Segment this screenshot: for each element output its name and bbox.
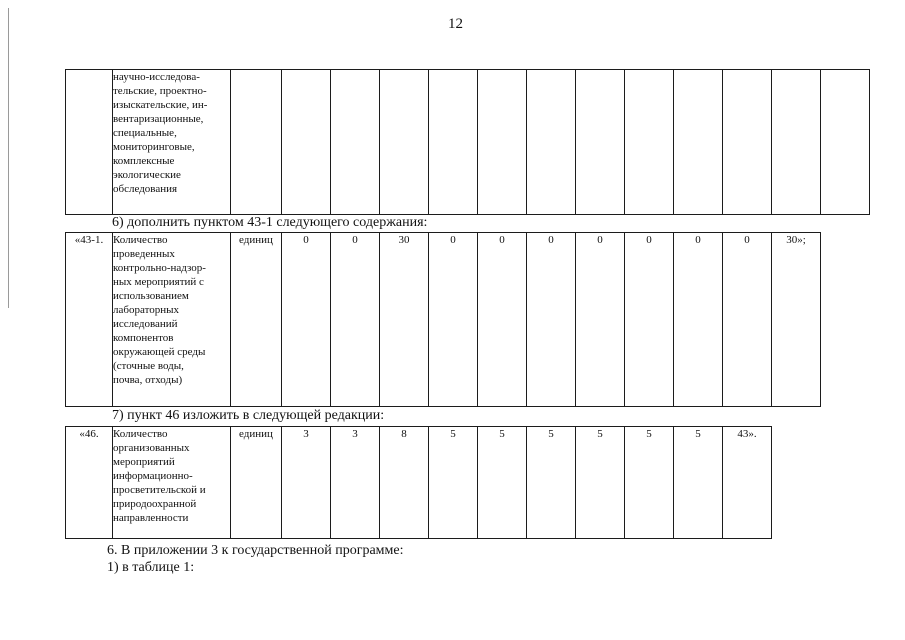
paragraph-table-1: 1) в таблице 1:: [107, 560, 195, 575]
value-cell: [821, 70, 870, 215]
row-unit: единиц: [231, 427, 282, 539]
value-cell: 0: [576, 233, 625, 407]
table-part-3: [65, 426, 772, 539]
value-cell: 0: [282, 233, 331, 407]
row-description-text: Количество проведенных контрольно-надзор- ных мероприятий с использованием лабораторных исследований компонентов окружающей среды (сточные воды, почва, отходы): [113, 234, 206, 386]
value-cell: [282, 70, 331, 215]
table-part-1: [65, 69, 870, 215]
row-number: [66, 70, 113, 215]
row-description: [113, 70, 231, 215]
value-cell: 5: [429, 427, 478, 539]
row-unit: [231, 70, 282, 215]
value-cell: 8: [380, 427, 429, 539]
row-description: [113, 233, 231, 407]
table-row: [66, 427, 772, 539]
paragraph-section-6: 6. В приложении 3 к государственной программе:: [107, 543, 404, 558]
value-cell: 43».: [723, 427, 772, 539]
table-row: [66, 70, 870, 215]
paragraph-7: 7) пункт 46 изложить в следующей редакции:: [112, 408, 385, 423]
value-cell: [429, 70, 478, 215]
value-cell: 0: [429, 233, 478, 407]
row-description-text: научно-исследова- тельские, проектно- изыскательские, ин- вентаризационные, специальные, мониторинговые, комплексные экологические обследования: [113, 71, 208, 195]
value-cell: [576, 70, 625, 215]
value-cell: 0: [674, 233, 723, 407]
value-cell: 3: [331, 427, 380, 539]
value-cell: 30: [380, 233, 429, 407]
row-description: [113, 427, 231, 539]
value-cell: [723, 70, 772, 215]
value-cell: 5: [527, 427, 576, 539]
value-cell: 3: [282, 427, 331, 539]
value-cell: 0: [625, 233, 674, 407]
value-cell: [674, 70, 723, 215]
value-cell: [772, 70, 821, 215]
value-cell: 5: [625, 427, 674, 539]
value-cell: [331, 70, 380, 215]
value-cell: 30»;: [772, 233, 821, 407]
row-number: «43-1.: [66, 233, 113, 407]
value-cell: 0: [478, 233, 527, 407]
value-cell: [380, 70, 429, 215]
row-unit: единиц: [231, 233, 282, 407]
value-cell: 5: [674, 427, 723, 539]
row-description-text: Количество организованных мероприятий информационно- просветительской и природоохранной направленности: [113, 428, 206, 524]
margin-line: [8, 8, 9, 308]
value-cell: 0: [331, 233, 380, 407]
table-row: [66, 233, 821, 407]
value-cell: [527, 70, 576, 215]
row-number: «46.: [66, 427, 113, 539]
table-part-2: [65, 232, 821, 407]
value-cell: 5: [576, 427, 625, 539]
value-cell: [478, 70, 527, 215]
paragraph-6: 6) дополнить пунктом 43-1 следующего содержания:: [112, 215, 428, 230]
value-cell: 0: [723, 233, 772, 407]
value-cell: [625, 70, 674, 215]
value-cell: 0: [527, 233, 576, 407]
page-number: 12: [448, 16, 463, 32]
value-cell: 5: [478, 427, 527, 539]
